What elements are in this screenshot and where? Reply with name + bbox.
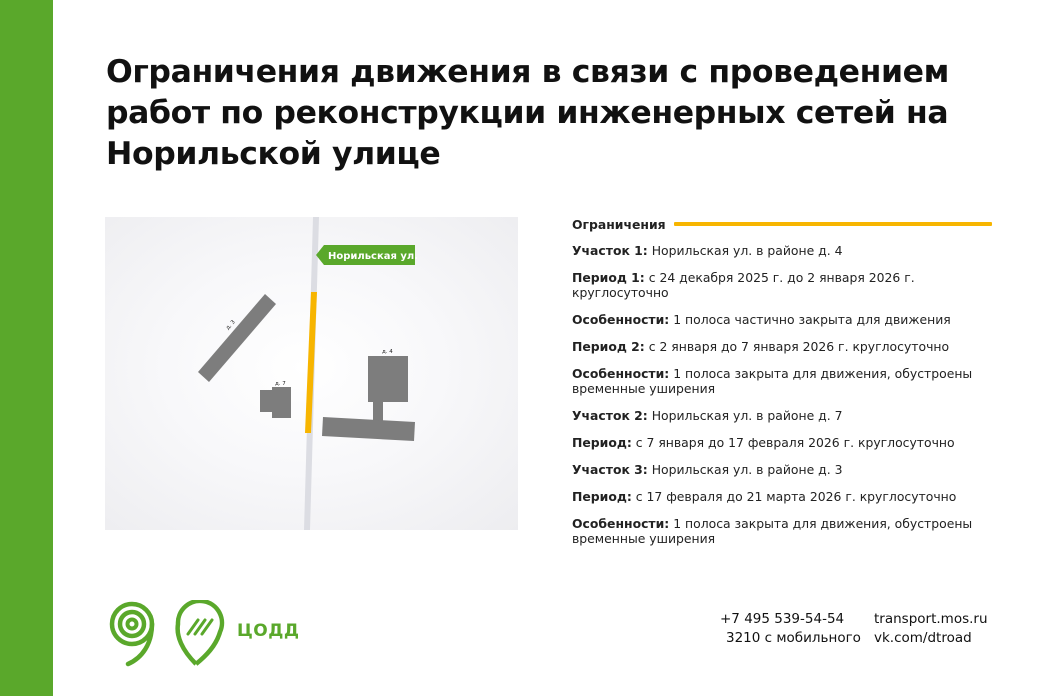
info-text: Норильская ул. в районе д. 4 xyxy=(647,243,843,258)
info-label: Период: xyxy=(572,435,632,450)
restrictions-header-line xyxy=(674,222,992,226)
info-label: Особенности: xyxy=(572,312,670,327)
building-d3-label: д. 3 xyxy=(225,319,237,332)
building-d4-stem xyxy=(373,402,383,422)
site-link[interactable]: transport.mos.ru xyxy=(874,611,988,627)
info-label: Участок 3: xyxy=(572,462,648,477)
info-text: с 24 декабря 2025 г. до 2 января 2026 г. круглосуточно xyxy=(572,270,915,300)
building-d4-top xyxy=(368,356,408,402)
info-row xyxy=(572,270,992,300)
info-row xyxy=(572,408,992,423)
info-text: 1 полоса закрыта для движения, обустроены временные уширения xyxy=(572,516,973,546)
building-d7-label: д. 7 xyxy=(275,381,286,387)
restrictions-header xyxy=(572,215,992,233)
restrictions-panel xyxy=(572,215,992,558)
info-row xyxy=(572,462,992,477)
info-text: с 17 февраля до 21 марта 2026 г. круглосуточно xyxy=(631,489,957,504)
info-text: Норильская ул. в районе д. 3 xyxy=(647,462,843,477)
closure-segment xyxy=(305,292,317,433)
info-label: Период: xyxy=(572,489,632,504)
info-text: 1 полоса частично закрыта для движения xyxy=(669,312,951,327)
info-label: Участок 1: xyxy=(572,243,648,258)
info-row xyxy=(572,516,992,546)
info-row xyxy=(572,243,992,258)
info-label: Участок 2: xyxy=(572,408,648,423)
info-row xyxy=(572,489,992,504)
info-text: с 2 января до 7 января 2026 г. круглосуточно xyxy=(644,339,950,354)
map-drawing xyxy=(105,217,518,530)
side-accent-bar xyxy=(0,0,53,696)
info-row xyxy=(572,435,992,450)
info-row xyxy=(572,366,992,396)
info-text: с 7 января до 17 февраля 2026 г. круглосуточно xyxy=(631,435,955,450)
building-d4-base xyxy=(322,417,415,441)
building-d4-label: д. 4 xyxy=(382,349,393,355)
map xyxy=(105,217,518,530)
info-label: Особенности: xyxy=(572,516,670,531)
codd-logo-text: ЦОДД xyxy=(237,621,300,641)
building-d3 xyxy=(198,294,276,382)
info-label: Особенности: xyxy=(572,366,670,381)
moscow-transport-logo xyxy=(108,600,160,668)
codd-logo-icon xyxy=(172,600,232,668)
info-row xyxy=(572,312,992,327)
phone-contacts xyxy=(718,610,861,648)
info-row xyxy=(572,339,992,354)
info-text: 1 полоса закрыта для движения, обустроены временные уширения xyxy=(572,366,973,396)
street-sign-label: Норильская ул. xyxy=(328,251,419,262)
info-text: Норильская ул. в районе д. 7 xyxy=(647,408,843,423)
restrictions-header-label: Ограничения xyxy=(572,216,666,232)
info-label: Период 1: xyxy=(572,270,645,285)
vk-link[interactable]: vk.com/dtroad xyxy=(874,630,972,646)
phone-number: +7 495 539-54-54 xyxy=(720,611,845,627)
building-d7-b xyxy=(272,387,291,418)
info-label: Период 2: xyxy=(572,339,645,354)
mobile-number: 3210 с мобильного xyxy=(726,630,861,646)
page-title: Ограничения движения в связи с проведением работ по реконструкции инженерных сетей на Норильской улице xyxy=(106,54,949,172)
web-contacts xyxy=(874,610,988,648)
